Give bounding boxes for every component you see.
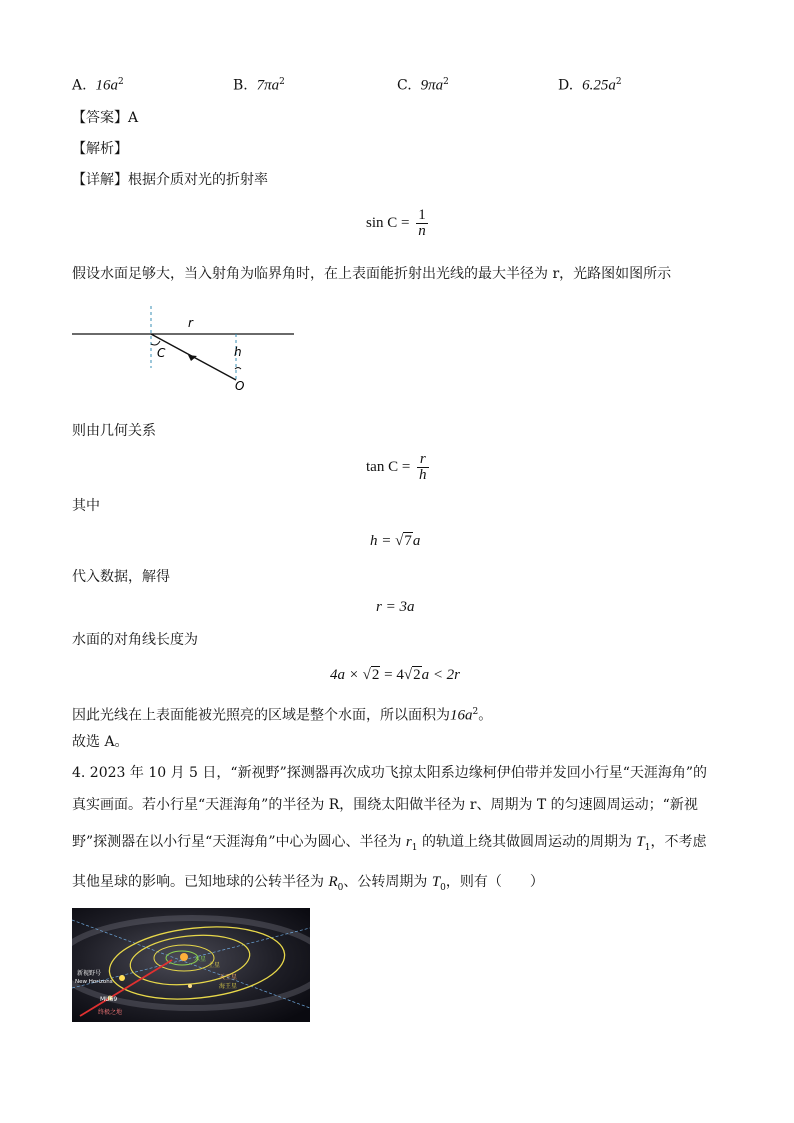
label-saturn: 土星 (208, 962, 221, 969)
label-jupiter: 木星 (194, 956, 207, 963)
option-a: A. $16a^2$ (72, 77, 124, 94)
where-line: 其中 (72, 498, 100, 514)
label-ultima: 终极之地 (98, 1009, 123, 1016)
choose-line: 故选 A。 (72, 734, 129, 750)
detail-line: 【详解】根据介质对光的折射率 (72, 172, 268, 188)
q4-line-3: 野”探测器在以小行星“天涯海角”中心为圆心、半径为 $r_1$ 的轨道上绕其做圆周运动的周期为 $T_1$，不考虑 (72, 834, 707, 853)
equation-tan-c: tan C = $\frac{r}{h}$ (366, 451, 427, 483)
q4-line-1: 4. 2023 年 10 月 5 日，“新视野”探测器再次成功飞掠太阳系边缘柯伊伯带并发回小行星“天涯海角”的 (72, 765, 708, 781)
option-c: C. $9\pi a^2$ (397, 77, 449, 94)
option-d: D. $6.25a^2$ (558, 77, 622, 94)
equation-r: r = 3a (376, 599, 415, 615)
label-o: O (235, 379, 245, 393)
q4-line-4: 其他星球的影响。已知地球的公转半径为 $R_0$、公转周期为 $T_0$，则有（ ） (72, 874, 544, 893)
label-mu69: MU69 (100, 996, 118, 1003)
solar-system-image (72, 908, 310, 1022)
label-r: r (188, 316, 193, 330)
label-new-horizons-cn: 新视野号 (77, 970, 102, 977)
label-h: h (234, 345, 242, 359)
analysis-heading: 【解析】 (72, 141, 128, 157)
answer-line: 【答案】A (72, 110, 139, 126)
diag-line: 水面的对角线长度为 (72, 632, 198, 648)
label-new-horizons-en: New Horizons (75, 979, 113, 985)
label-uranus: 天王星 (219, 974, 238, 981)
sub-line: 代入数据，解得 (72, 569, 170, 585)
equation-sin-c: sin C = $\frac{1}{n}$ (366, 207, 426, 239)
light-path-diagram (70, 298, 300, 398)
equation-diagonal: 4a × √2 = 4√2a < 2r (330, 667, 461, 683)
assume-line: 假设水面足够大，当入射角为临界角时，在上表面能折射出光线的最大半径为 r，光路图如图所示 (72, 266, 672, 282)
option-b: B. $7\pi a^2$ (233, 77, 285, 94)
geo-line: 则由几何关系 (72, 423, 156, 439)
equation-h: h = √7a (370, 533, 421, 549)
label-c: C (157, 346, 166, 360)
conclusion-line: 因此光线在上表面能被光照亮的区域是整个水面，所以面积为$16a^2$。 (72, 707, 493, 724)
q4-line-2: 真实画面。若小行星“天涯海角”的半径为 R，围绕太阳做半径为 r、周期为 T 的匀速圆周运动；“新视 (72, 797, 698, 813)
label-neptune: 海王星 (219, 983, 238, 990)
